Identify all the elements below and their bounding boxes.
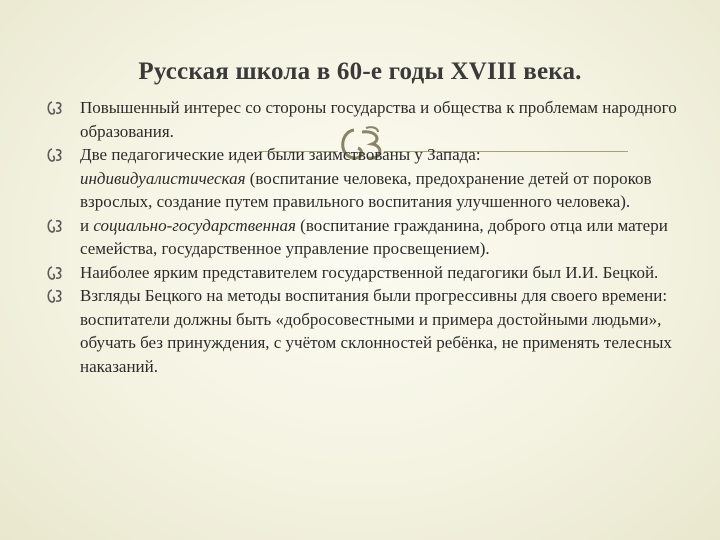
- bullet-swirl-icon: [46, 288, 63, 304]
- bullet-swirl-icon: [46, 265, 63, 281]
- bullet-text: Повышенный интерес со стороны государства и общества к проблемам народного образования.: [80, 98, 677, 141]
- bullet-item: [46, 261, 686, 285]
- bullet-item: [46, 284, 686, 378]
- bullet-swirl-icon: [46, 147, 63, 163]
- bullet-italic-term: социально-государственная: [93, 215, 296, 235]
- bullet-list: [46, 96, 686, 378]
- bullet-italic-term: индивидуалистическая: [80, 168, 246, 188]
- bullet-text-rest: (воспитание человека, предохранение детей от пороков взрослых, создание путем правильного воспитания улучшенного человека).: [80, 168, 652, 211]
- bullet-item: [46, 214, 686, 261]
- bullet-text: Наиболее ярким представителем государственной педагогики был И.И. Бецкой.: [80, 262, 659, 282]
- slide-title: Русская школа в 60-е годы XVIII века.: [138, 58, 582, 85]
- bullet-item: [46, 143, 686, 214]
- bullet-text: Взгляды Бецкого на методы воспитания были прогрессивны для своего времени: воспитатели должны быть «добросовестными и примера достойными людьми», обучать без принуждения, с учётом склонностей ребёнка, не применять телесных наказаний.: [80, 286, 672, 376]
- bullet-item: [46, 96, 686, 143]
- bullet-swirl-icon: [46, 100, 63, 116]
- bullet-text-rest: (воспитание гражданина, доброго отца или матери семейства, государственное управление просвещением).: [80, 215, 668, 258]
- bullet-swirl-icon: [46, 218, 63, 234]
- bullet-text: Две педагогические идеи были заимствованы у Запада:: [80, 145, 481, 164]
- bullet-text-lead: и: [80, 215, 94, 235]
